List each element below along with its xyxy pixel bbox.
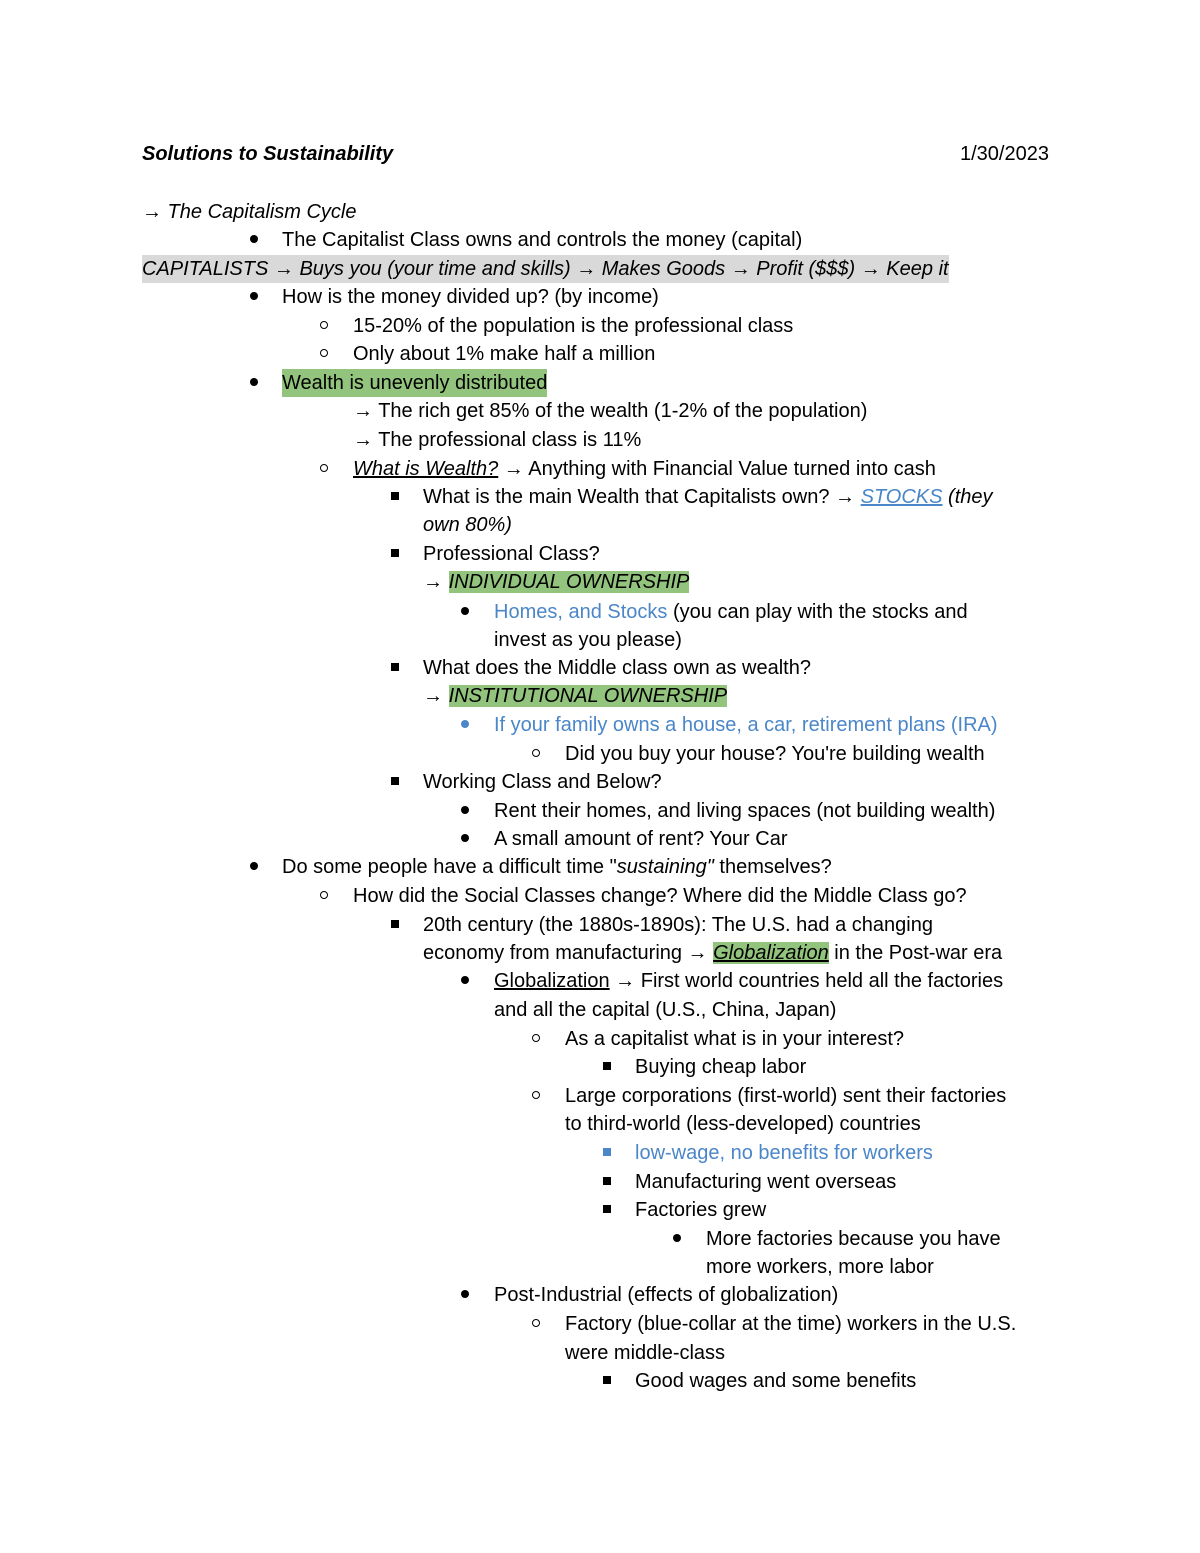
list-item-continuation: invest as you please) — [494, 629, 682, 651]
document-date: 1/30/2023 — [960, 143, 1049, 165]
list-item: Professional Class? — [0, 540, 1200, 568]
list-item: Rent their homes, and living spaces (not building wealth) — [0, 797, 1200, 825]
list-item: Working Class and Below? — [0, 768, 1200, 796]
list-item: Do some people have a difficult time "sustaining" themselves? — [0, 853, 1200, 881]
bullet-dot-icon — [667, 1225, 687, 1253]
list-item-continuation: and all the capital (U.S., China, Japan) — [494, 999, 837, 1021]
list-item: Buying cheap labor — [0, 1053, 1200, 1081]
bullet-square-icon — [385, 483, 405, 511]
bullet-circle-icon — [314, 882, 334, 910]
list-item: The Capitalist Class owns and controls the money (capital) — [0, 226, 1200, 254]
bullet-square-icon — [597, 1053, 617, 1081]
bullet-dot-icon — [455, 825, 475, 853]
list-item: Homes, and Stocks (you can play with the stocks and — [0, 598, 1200, 626]
list-item-continuation: → INSTITUTIONAL OWNERSHIP — [423, 685, 728, 707]
list-item: → The rich get 85% of the wealth (1-2% of the population) — [353, 400, 868, 422]
bullet-dot-icon — [455, 967, 475, 995]
list-item-continuation: to third-world (less-developed) countries — [565, 1113, 921, 1135]
list-item-continuation: were middle-class — [565, 1342, 726, 1364]
list-item: 20th century (the 1880s-1890s): The U.S. had a changing — [0, 911, 1200, 939]
stocks-link[interactable]: STOCKS — [860, 486, 943, 508]
bullet-square-icon — [385, 911, 405, 939]
list-item: Wealth is unevenly distributed — [0, 369, 1200, 397]
list-item: How did the Social Classes change? Where did the Middle Class go? — [0, 882, 1200, 910]
list-item: What is Wealth? → Anything with Financial Value turned into cash — [0, 455, 1200, 483]
list-item: What does the Middle class own as wealth? — [0, 654, 1200, 682]
list-item: Large corporations (first-world) sent their factories — [0, 1082, 1200, 1110]
bullet-dot-icon — [244, 226, 264, 254]
bullet-circle-icon — [526, 1025, 546, 1053]
bullet-dot-icon — [244, 853, 264, 881]
list-item: Post-Industrial (effects of globalization) — [0, 1281, 1200, 1309]
list-item: Globalization → First world countries held all the factories — [0, 967, 1200, 995]
bullet-square-icon — [597, 1139, 617, 1167]
bullet-dot-icon — [455, 711, 475, 739]
list-item: How is the money divided up? (by income) — [0, 283, 1200, 311]
bullet-circle-icon — [526, 740, 546, 768]
list-item: A small amount of rent? Your Car — [0, 825, 1200, 853]
list-item: 15-20% of the population is the professional class — [0, 312, 1200, 340]
bullet-dot-icon — [244, 283, 264, 311]
bullet-dot-icon — [244, 369, 264, 397]
list-item: Good wages and some benefits — [0, 1367, 1200, 1395]
list-item: low-wage, no benefits for workers — [0, 1139, 1200, 1167]
bullet-square-icon — [597, 1196, 617, 1224]
bullet-dot-icon — [455, 598, 475, 626]
list-item: Only about 1% make half a million — [0, 340, 1200, 368]
bullet-square-icon — [597, 1168, 617, 1196]
bullet-square-icon — [597, 1367, 617, 1395]
list-item: What is the main Wealth that Capitalists own? → STOCKS (they — [0, 483, 1200, 511]
list-item-continuation: own 80%) — [423, 514, 512, 536]
bullet-circle-icon — [526, 1310, 546, 1338]
list-item: Did you buy your house? You're building wealth — [0, 740, 1200, 768]
section-heading: → The Capitalism Cycle — [142, 201, 357, 223]
capitalism-cycle-line: CAPITALISTS → Buys you (your time and skills) → Makes Goods → Profit ($$$) → Keep it — [0, 255, 1200, 283]
bullet-dot-icon — [455, 1281, 475, 1309]
list-item: → The professional class is 11% — [353, 429, 642, 451]
list-item-continuation: more workers, more labor — [706, 1256, 934, 1278]
header-row — [0, 140, 1200, 168]
document-title: Solutions to Sustainability — [142, 143, 394, 165]
bullet-circle-icon — [314, 312, 334, 340]
list-item-continuation: → INDIVIDUAL OWNERSHIP — [423, 571, 690, 593]
list-item: Factories grew — [0, 1196, 1200, 1224]
bullet-square-icon — [385, 768, 405, 796]
bullet-circle-icon — [314, 455, 334, 483]
bullet-circle-icon — [314, 340, 334, 368]
list-item: If your family owns a house, a car, retirement plans (IRA) — [0, 711, 1200, 739]
list-item: Manufacturing went overseas — [0, 1168, 1200, 1196]
list-item: As a capitalist what is in your interest? — [0, 1025, 1200, 1053]
bullet-square-icon — [385, 654, 405, 682]
bullet-dot-icon — [455, 797, 475, 825]
list-item: Factory (blue-collar at the time) workers in the U.S. — [0, 1310, 1200, 1338]
list-item-continuation: economy from manufacturing → Globalization in the Post-war era — [423, 942, 1003, 964]
bullet-square-icon — [385, 540, 405, 568]
bullet-circle-icon — [526, 1082, 546, 1110]
list-item: More factories because you have — [0, 1225, 1200, 1253]
